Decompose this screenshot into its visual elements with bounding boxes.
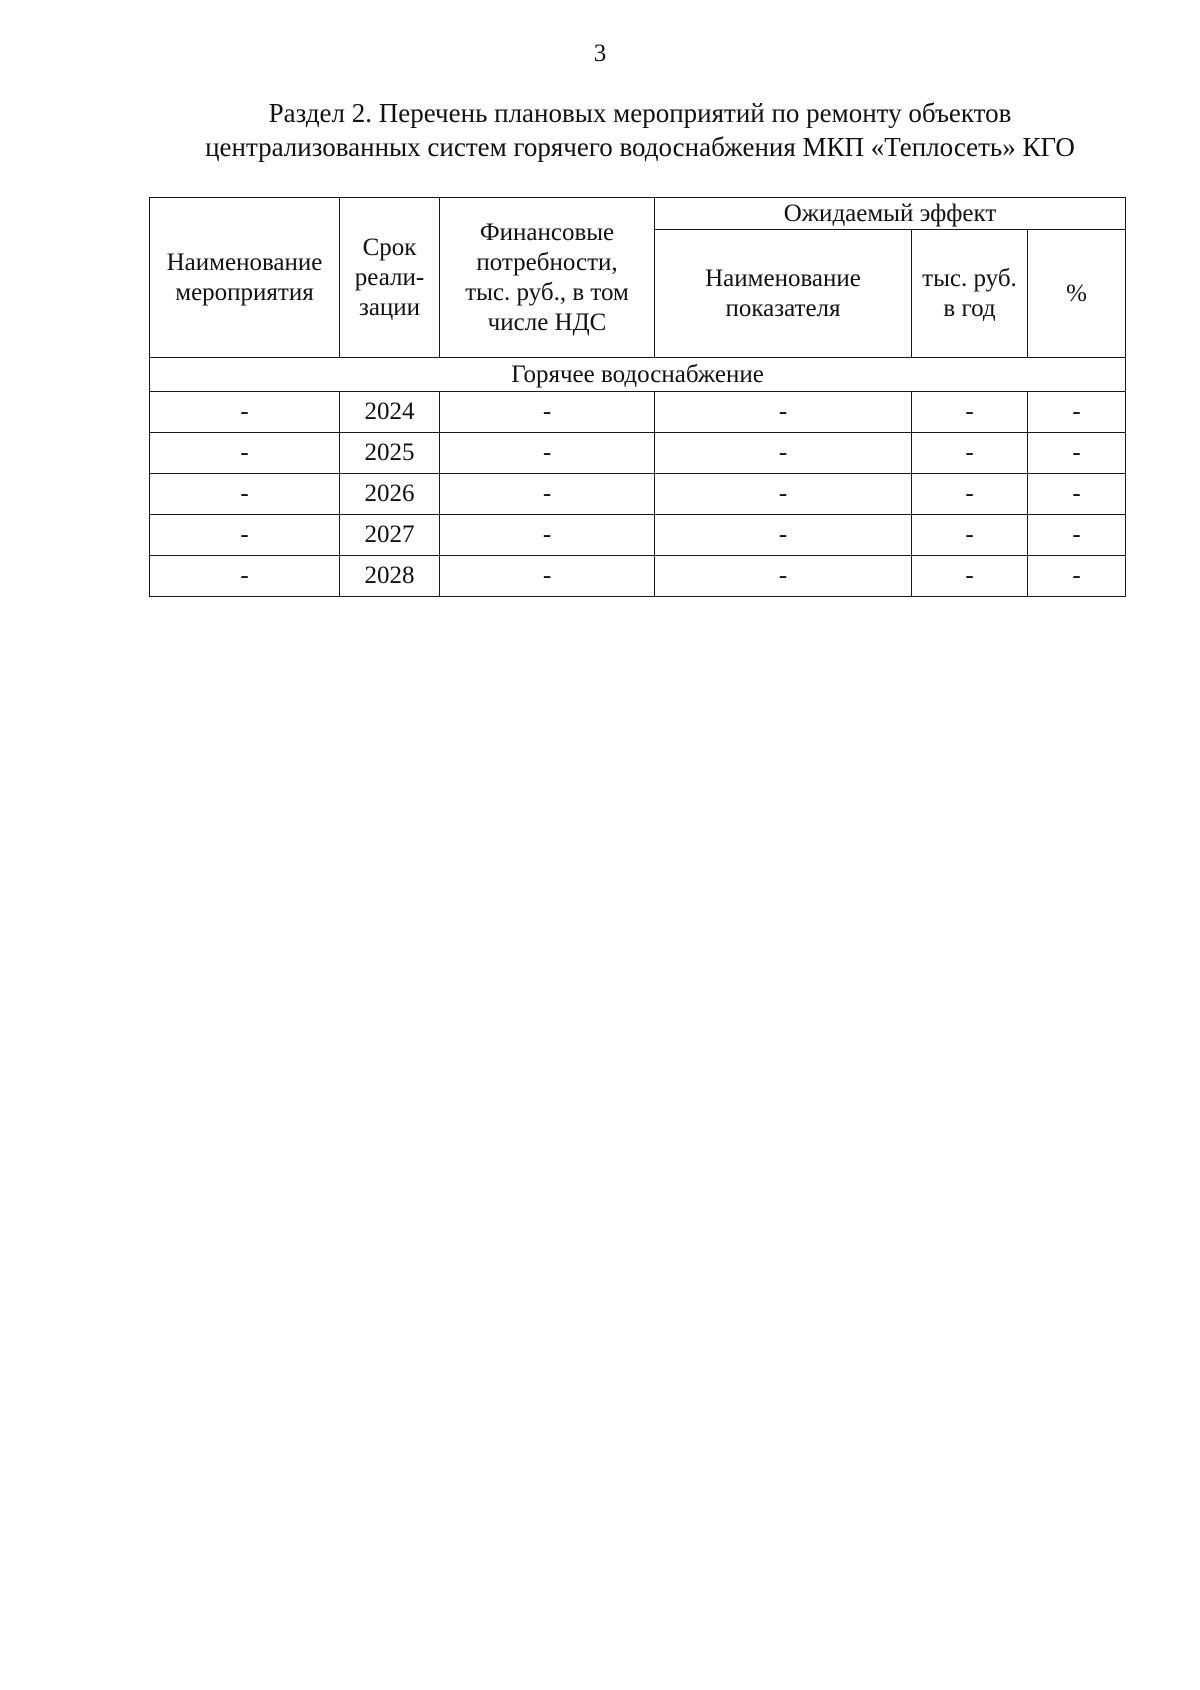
section-row: [150, 358, 1126, 392]
header-percent: %: [1028, 230, 1126, 358]
section-title-line-2: централизованных систем горячего водоснабжения МКП «Теплосеть» КГО: [205, 132, 1075, 162]
cell-indicator: -: [655, 433, 912, 474]
section-title: [150, 96, 1130, 164]
header-thousand-rub-line-1: тыс. руб.: [922, 264, 1017, 292]
header-term-line-1: Срок: [362, 233, 417, 261]
cell-activity-name: -: [150, 392, 340, 433]
header-indicator-name-line-2: показателя: [725, 294, 841, 322]
cell-thousand-rub: -: [912, 433, 1028, 474]
table-row: [150, 556, 1126, 597]
cell-year: 2026: [340, 474, 440, 515]
cell-finance: -: [440, 556, 655, 597]
cell-thousand-rub: -: [912, 556, 1028, 597]
table-row: [150, 433, 1126, 474]
header-indicator-name-line-1: Наименование: [705, 264, 861, 292]
cell-activity-name: -: [150, 433, 340, 474]
cell-thousand-rub: -: [912, 392, 1028, 433]
cell-activity-name: -: [150, 556, 340, 597]
cell-thousand-rub: -: [912, 515, 1028, 556]
header-thousand-rub: [912, 230, 1028, 358]
header-row-top: [150, 198, 1126, 230]
cell-finance: -: [440, 515, 655, 556]
cell-percent: -: [1028, 556, 1126, 597]
header-activity-name-line-2: мероприятия: [175, 278, 314, 306]
section-title-line-1: Раздел 2. Перечень плановых мероприятий по ремонту объектов: [268, 98, 1012, 128]
cell-year: 2027: [340, 515, 440, 556]
table-row: [150, 515, 1126, 556]
header-term: [340, 198, 440, 358]
header-finance-line-3: тыс. руб., в том: [465, 278, 629, 306]
header-finance-line-1: Финансовые: [479, 218, 615, 246]
cell-indicator: -: [655, 556, 912, 597]
header-finance-line-2: потребности,: [476, 248, 618, 276]
table-row: [150, 392, 1126, 433]
cell-finance: -: [440, 392, 655, 433]
header-thousand-rub-line-2: в год: [943, 294, 996, 322]
header-activity-name-line-1: Наименование: [166, 248, 323, 276]
cell-activity-name: -: [150, 474, 340, 515]
cell-percent: -: [1028, 433, 1126, 474]
header-expected-effect: Ожидаемый эффект: [655, 198, 1126, 230]
cell-finance: -: [440, 474, 655, 515]
cell-year: 2024: [340, 392, 440, 433]
header-activity-name: [150, 198, 340, 358]
plan-table: [149, 197, 1126, 597]
cell-indicator: -: [655, 392, 912, 433]
cell-indicator: -: [655, 474, 912, 515]
cell-percent: -: [1028, 392, 1126, 433]
header-term-line-3: зации: [358, 293, 421, 321]
cell-indicator: -: [655, 515, 912, 556]
table-row: [150, 474, 1126, 515]
cell-percent: -: [1028, 515, 1126, 556]
cell-year: 2025: [340, 433, 440, 474]
cell-year: 2028: [340, 556, 440, 597]
header-term-line-2: реали-: [354, 263, 425, 291]
section-label: Горячее водоснабжение: [150, 358, 1126, 392]
cell-finance: -: [440, 433, 655, 474]
cell-thousand-rub: -: [912, 474, 1028, 515]
cell-percent: -: [1028, 474, 1126, 515]
cell-activity-name: -: [150, 515, 340, 556]
header-indicator-name: [655, 230, 912, 358]
page-number: 3: [593, 40, 607, 67]
header-finance-line-4: числе НДС: [487, 308, 607, 336]
header-finance: [440, 198, 655, 358]
